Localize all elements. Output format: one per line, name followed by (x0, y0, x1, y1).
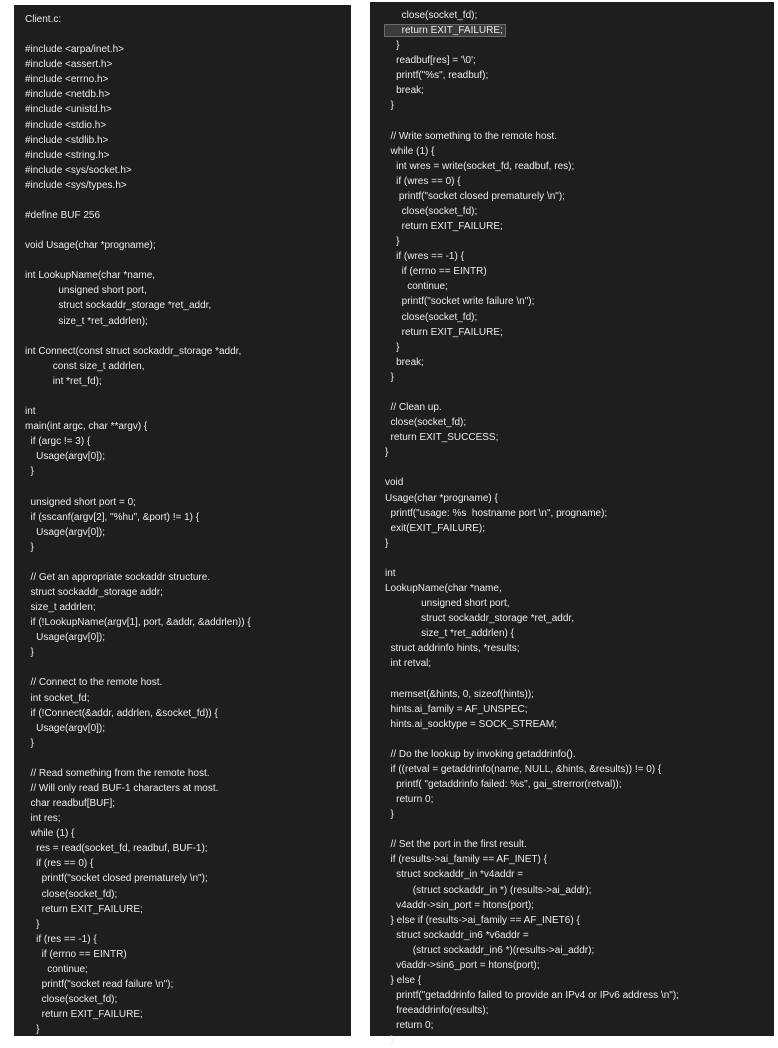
code-line-text: printf("socket closed prematurely \n"); (385, 190, 565, 202)
code-line (385, 460, 774, 475)
code-line-text: } (25, 1024, 40, 1036)
code-line-text: int (385, 567, 396, 579)
code-line-text: res = read(socket_fd, readbuf, BUF-1); (25, 843, 208, 855)
code-line (25, 223, 351, 238)
code-line-text: #include <errno.h> (25, 74, 109, 86)
code-line (25, 917, 351, 932)
code-line (385, 641, 774, 656)
code-line (385, 1033, 774, 1048)
code-line (25, 510, 351, 525)
code-line-text: int socket_fd; (25, 692, 90, 704)
code-line-text: printf( "getaddrinfo failed: %s", gai_strerror(retval)); (385, 778, 622, 790)
code-line-text: Usage(char *progname) { (385, 492, 498, 504)
code-line (385, 973, 774, 988)
code-line-text: Usage(argv[0]); (25, 526, 106, 538)
code-line (385, 822, 774, 837)
code-line (385, 385, 774, 400)
code-line (25, 826, 351, 841)
code-line-text: } (25, 466, 34, 478)
code-line-text: main(int argc, char **argv) { (25, 421, 148, 433)
code-line-text: #include <netdb.h> (25, 89, 111, 101)
code-line-text: close(socket_fd); (385, 417, 467, 429)
code-line (25, 540, 351, 555)
code-line-text: return EXIT_FAILURE; (25, 1009, 143, 1021)
code-line-text: if (res == -1) { (25, 933, 97, 945)
code-line (385, 264, 774, 279)
code-line (25, 87, 351, 102)
code-line (25, 27, 351, 42)
code-line (385, 144, 774, 159)
code-line (25, 102, 351, 117)
code-line (385, 732, 774, 747)
code-line (385, 8, 774, 23)
code-line-text: unsigned short port = 0; (25, 496, 136, 508)
code-line-text: } (385, 809, 394, 821)
code-line-text: if ((retval = getaddrinfo(name, NULL, &hints, &results)) != 0) { (385, 763, 662, 775)
code-line (385, 445, 774, 460)
code-line (25, 268, 351, 283)
code-line (25, 962, 351, 977)
code-line (25, 615, 351, 630)
code-block-right (385, 8, 774, 1048)
code-line (385, 551, 774, 566)
code-line (25, 419, 351, 434)
code-line (385, 53, 774, 68)
code-line-text: // Clean up. (385, 402, 442, 414)
code-line-text: (struct sockaddr_in6 *)(results->ai_addr); (385, 944, 595, 956)
code-line (25, 389, 351, 404)
code-line (385, 415, 774, 430)
code-line-text: void (385, 477, 404, 489)
code-line (25, 871, 351, 886)
code-line (385, 1018, 774, 1033)
code-line (25, 736, 351, 751)
code-line-text: return 0; (385, 794, 434, 806)
code-block-left (25, 12, 351, 1037)
code-line (25, 675, 351, 690)
code-line (385, 68, 774, 83)
code-line-text: unsigned short port, (385, 598, 510, 610)
code-line (25, 208, 351, 223)
code-line (25, 856, 351, 871)
code-line (25, 1007, 351, 1022)
code-line (25, 525, 351, 540)
code-line-text: printf("getaddrinfo failed to provide an IPv4 or IPv6 address \n"); (385, 990, 679, 1002)
code-line-text: v6addr->sin6_port = htons(port); (385, 959, 540, 971)
code-line-text: } (385, 40, 400, 52)
code-line (25, 238, 351, 253)
code-line-text: Usage(argv[0]); (25, 451, 106, 463)
code-line (25, 811, 351, 826)
code-line (25, 72, 351, 87)
code-line-text: return EXIT_FAILURE; (385, 326, 503, 338)
code-line (25, 329, 351, 344)
code-line (385, 717, 774, 732)
code-line (25, 630, 351, 645)
code-line (385, 98, 774, 113)
code-line-text: freeaddrinfo(results); (385, 1005, 489, 1017)
code-line (385, 1003, 774, 1018)
code-line (25, 645, 351, 660)
code-line-text: if (wres == 0) { (385, 175, 461, 187)
code-line (25, 902, 351, 917)
code-line-text: } (385, 341, 400, 353)
code-line-text: return EXIT_SUCCESS; (385, 432, 499, 444)
code-line (385, 370, 774, 385)
code-panel-left (14, 5, 351, 1036)
code-line-text: size_t *ret_addrlen); (25, 315, 148, 327)
code-line-text: struct sockaddr_storage *ret_addr, (385, 613, 574, 625)
code-line (385, 536, 774, 551)
code-line (385, 310, 774, 325)
code-line-text: int Connect(const struct sockaddr_storage *addr, (25, 345, 242, 357)
code-line (385, 430, 774, 445)
code-line (25, 585, 351, 600)
code-line-text: // Get an appropriate sockaddr structure. (25, 571, 211, 583)
code-line (385, 219, 774, 234)
code-line-text: } (25, 647, 34, 659)
code-line-text: } (385, 100, 394, 112)
code-line (385, 521, 774, 536)
code-line (385, 596, 774, 611)
code-line (385, 581, 774, 596)
code-line-text: close(socket_fd); (385, 206, 478, 218)
code-line-text: v4addr->sin_port = htons(port); (385, 899, 534, 911)
code-line-text: hints.ai_socktype = SOCK_STREAM; (385, 718, 558, 730)
code-line (385, 204, 774, 219)
code-line-text: } (385, 236, 400, 248)
code-line (385, 626, 774, 641)
code-line-text: int *ret_fd); (25, 375, 102, 387)
code-line-text: if (res == 0) { (25, 858, 94, 870)
code-line-text: } (385, 1035, 394, 1047)
code-line-text: struct sockaddr_in *v4addr = (385, 869, 524, 881)
code-line-text: continue; (25, 963, 88, 975)
code-line-text: } (385, 537, 389, 549)
code-line-text: int wres = write(socket_fd, readbuf, res); (385, 160, 575, 172)
code-line-text: Usage(argv[0]); (25, 722, 106, 734)
code-line (25, 12, 351, 27)
code-line (25, 148, 351, 163)
code-line-text: } (25, 918, 40, 930)
code-line-text: if (!Connect(&addr, addrlen, &socket_fd)) { (25, 707, 218, 719)
code-line-text: #include <stdlib.h> (25, 134, 109, 146)
code-line (385, 762, 774, 777)
code-line-text: } else { (385, 975, 422, 986)
code-line-text: memset(&hints, 0, sizeof(hints)); (385, 688, 534, 700)
code-line (385, 777, 774, 792)
code-line (25, 796, 351, 811)
code-line (25, 344, 351, 359)
code-line-highlighted (385, 23, 774, 38)
code-line-text: continue; (385, 281, 448, 293)
code-line-text: size_t *ret_addrlen) { (385, 628, 514, 640)
code-line (25, 314, 351, 329)
code-line (25, 57, 351, 72)
code-line (385, 792, 774, 807)
code-line-text: #include <arpa/inet.h> (25, 44, 124, 56)
code-line (25, 706, 351, 721)
code-line-text: return EXIT_FAILURE; (385, 221, 503, 233)
code-line (385, 189, 774, 204)
code-line-text: struct sockaddr_storage addr; (25, 586, 163, 598)
code-line (25, 660, 351, 675)
code-line (385, 340, 774, 355)
code-line (25, 1022, 351, 1037)
code-line-text: int res; (25, 813, 61, 825)
code-line (385, 279, 774, 294)
code-line-text: struct sockaddr_storage *ret_addr, (25, 300, 212, 312)
code-line (25, 464, 351, 479)
code-line (25, 479, 351, 494)
code-line (25, 178, 351, 193)
code-line-text: struct sockaddr_in6 *v6addr = (385, 929, 529, 941)
code-line (385, 355, 774, 370)
code-line (385, 928, 774, 943)
code-line (25, 721, 351, 736)
code-line-text: Usage(argv[0]); (25, 632, 106, 644)
code-line-text: // Read something from the remote host. (25, 767, 210, 779)
code-line (385, 702, 774, 717)
code-line (385, 687, 774, 702)
code-line (25, 163, 351, 178)
code-line (25, 449, 351, 464)
code-line (385, 898, 774, 913)
code-line (385, 852, 774, 867)
code-line (385, 837, 774, 852)
code-line-text: #include <stdio.h> (25, 119, 107, 131)
code-line (385, 943, 774, 958)
code-line-text: if (argc != 3) { (25, 436, 91, 448)
code-line (25, 932, 351, 947)
code-line (385, 234, 774, 249)
code-line (385, 491, 774, 506)
code-line (385, 913, 774, 928)
code-line-text: close(socket_fd); (385, 10, 478, 21)
code-line-text: return EXIT_FAILURE; (25, 903, 143, 915)
code-line (385, 883, 774, 898)
code-line (25, 766, 351, 781)
code-line-text: break; (385, 85, 424, 97)
code-line-text: #include <assert.h> (25, 59, 113, 71)
code-line (25, 359, 351, 374)
code-line (25, 887, 351, 902)
code-line-text: // Do the lookup by invoking getaddrinfo(). (385, 748, 576, 760)
code-line (385, 83, 774, 98)
code-line-text: #include <unistd.h> (25, 104, 112, 116)
code-line-text: printf("socket closed prematurely \n"); (25, 873, 208, 885)
code-line-text: if (errno == EINTR) (25, 948, 127, 960)
code-line-text: // Connect to the remote host. (25, 677, 163, 689)
code-line (385, 325, 774, 340)
code-line-text: } (385, 371, 394, 383)
code-line (385, 958, 774, 973)
code-line-text: // Will only read BUF-1 characters at most. (25, 782, 219, 794)
code-line (385, 671, 774, 686)
code-line (25, 283, 351, 298)
code-line-text: LookupName(char *name, (385, 582, 502, 594)
code-line (385, 566, 774, 581)
code-line (25, 495, 351, 510)
code-line-text: size_t addrlen; (25, 602, 96, 614)
code-line (385, 611, 774, 626)
code-line (385, 174, 774, 189)
code-line-text: const size_t addrlen, (25, 360, 145, 372)
code-line-text: #include <sys/socket.h> (25, 164, 132, 176)
code-line-text: #include <string.h> (25, 149, 110, 161)
code-line (385, 656, 774, 671)
code-line-text: int (25, 406, 36, 418)
code-line (25, 781, 351, 796)
code-line (385, 129, 774, 144)
code-line-text: if (errno == EINTR) (385, 266, 487, 278)
code-line-text: if (sscanf(argv[2], "%hu", &port) != 1) { (25, 511, 200, 523)
code-line (25, 42, 351, 57)
code-line (25, 118, 351, 133)
code-line-text: return 0; (385, 1020, 434, 1032)
code-line-text: printf("usage: %s hostname port \n", progname); (385, 507, 608, 519)
code-panel-right (370, 2, 774, 1047)
code-line-text: // Set the port in the first result. (385, 839, 527, 851)
code-line-text: if (wres == -1) { (385, 251, 464, 263)
code-line (385, 747, 774, 762)
code-line (25, 253, 351, 268)
code-line (385, 400, 774, 415)
code-line (385, 249, 774, 264)
code-line-text: void Usage(char *progname); (25, 240, 156, 252)
code-line-text: if (results->ai_family == AF_INET) { (385, 854, 547, 866)
code-line-text: } (385, 447, 389, 459)
code-line-text: if (!LookupName(argv[1], port, &addr, &addrlen)) { (25, 617, 251, 629)
code-line-text: Client.c: (25, 14, 62, 25)
code-line (25, 751, 351, 766)
code-line-text: printf("socket read failure \n"); (25, 979, 174, 990)
code-line (25, 555, 351, 570)
code-line-text: } (25, 737, 34, 749)
code-line (385, 506, 774, 521)
code-line-text: int retval; (385, 658, 432, 670)
code-line-text: while (1) { (25, 828, 75, 840)
code-line-text: return EXIT_FAILURE; (385, 25, 503, 37)
code-line (25, 600, 351, 615)
code-line (25, 298, 351, 313)
code-line (385, 807, 774, 822)
code-line (25, 977, 351, 992)
code-line (25, 992, 351, 1007)
code-line (385, 475, 774, 490)
code-line (25, 193, 351, 208)
code-line-text: int LookupName(char *name, (25, 270, 156, 282)
code-line (385, 114, 774, 129)
code-line (385, 294, 774, 309)
code-line-text: struct addrinfo hints, *results; (385, 643, 520, 655)
code-line-text: // Write something to the remote host. (385, 130, 558, 142)
code-line (25, 374, 351, 389)
code-line-text: printf("socket write failure \n"); (385, 296, 535, 308)
code-line-text: printf("%s", readbuf); (385, 70, 489, 82)
code-line-text: (struct sockaddr_in *) (results->ai_addr); (385, 884, 592, 896)
code-line (25, 404, 351, 419)
code-line-text: close(socket_fd); (385, 311, 478, 323)
code-line-text: close(socket_fd); (25, 888, 118, 900)
code-line (25, 434, 351, 449)
code-line (385, 867, 774, 882)
code-line-text: close(socket_fd); (25, 994, 118, 1006)
code-line-text: } else if (results->ai_family == AF_INET6) { (385, 914, 580, 926)
code-line (385, 38, 774, 53)
code-line-text: char readbuf[BUF]; (25, 798, 116, 810)
code-line-text: break; (385, 356, 424, 368)
code-line (385, 988, 774, 1003)
code-line (25, 570, 351, 585)
code-line-text: readbuf[res] = '\0'; (385, 55, 476, 67)
code-line-text: while (1) { (385, 145, 435, 157)
code-line (25, 691, 351, 706)
code-line-text: unsigned short port, (25, 285, 147, 297)
code-line-text: exit(EXIT_FAILURE); (385, 522, 486, 534)
code-line-text: } (25, 541, 34, 553)
code-line-text: hints.ai_family = AF_UNSPEC; (385, 703, 528, 715)
code-line (25, 841, 351, 856)
code-line (25, 133, 351, 148)
code-line (25, 947, 351, 962)
code-line-text: #define BUF 256 (25, 210, 101, 222)
code-line-text: #include <sys/types.h> (25, 179, 127, 191)
code-line (385, 159, 774, 174)
